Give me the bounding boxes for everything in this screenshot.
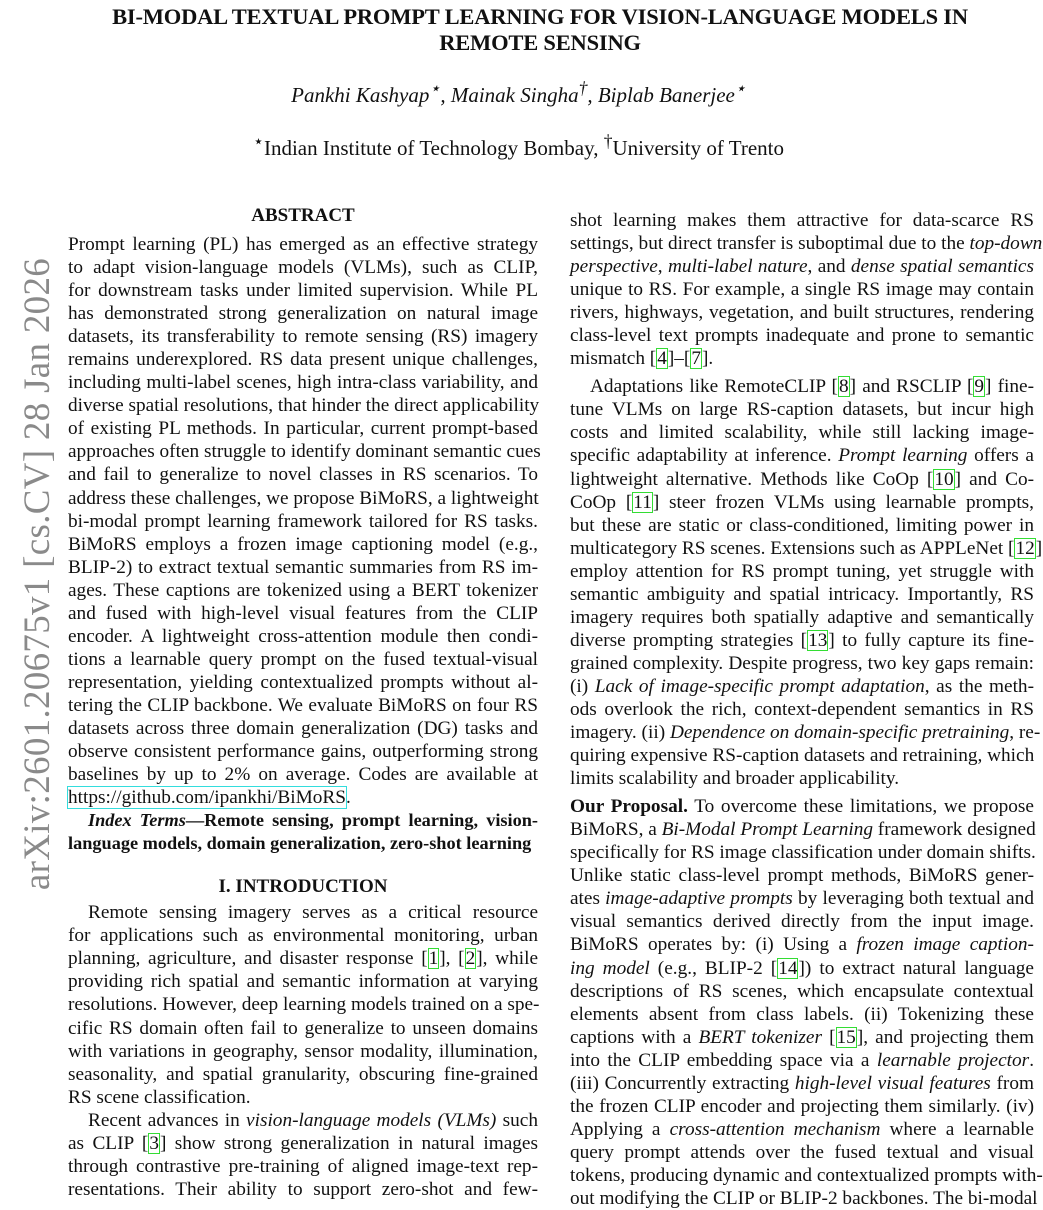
author-list: Pankhi Kashyap⋆, Mainak Singha†, Biplab Banerjee⋆ [291, 78, 746, 107]
text-line: ages. These captions are tokenized using a BERT tokenizer [68, 579, 538, 601]
text-line: (iii) Concurrently extracting high-level visual features from [570, 1072, 1034, 1094]
text-line: Applying a cross-attention mechanism where a learnable [570, 1118, 1034, 1140]
text-line: BiMoRS employs a frozen image captioning model (e.g., [68, 533, 538, 555]
author-mark: † [578, 78, 588, 98]
text-line: imagery. (ii) Dependence on domain-specific pretraining, re- [570, 722, 1041, 744]
text-line: address these challenges, we propose BiMoRS, a lightweight [68, 487, 539, 509]
text-line: Unlike static class-level prompt methods, BiMoRS gener- [570, 865, 1034, 887]
arxiv-stamp: arXiv:2601.20675v1 [cs.CV] 28 Jan 2026 [17, 257, 58, 891]
text-line: rivers, highways, vegetation, and built structures, rendering [570, 302, 1034, 324]
text-line: RS scene classification. [68, 1086, 251, 1108]
text-line [68, 786, 538, 809]
text-line: approaches often struggle to identify dominant semantic cues [68, 441, 541, 463]
text-line: cific RS domain often fail to generalize to unseen domains [68, 1017, 538, 1039]
text-line: ods overlook the rich, context-dependent semantics in RS [570, 698, 1034, 720]
punctuation: . [346, 787, 351, 809]
abstract-heading: ABSTRACT [251, 205, 355, 226]
text-line: has demonstrated strong generalization on natural image [68, 303, 538, 325]
text-line: providing rich spatial and semantic information at varying [68, 971, 538, 993]
text-line: (i) Lack of image-specific prompt adaptation, as the meth- [570, 675, 1034, 697]
text-line: datasets across three domain generalization (DG) tasks and [68, 717, 538, 739]
text-line: quiring expensive RS-caption datasets and retraining, which [570, 745, 1035, 767]
text-line: Our Proposal. To overcome these limitations, we propose [570, 796, 1034, 818]
intro-paragraph-2-continued [570, 209, 1043, 370]
affiliation-name: University of Trento [612, 136, 784, 160]
text-line: the frozen CLIP encoder and projecting them similarly. (iv) [570, 1095, 1034, 1117]
citation-link[interactable]: 15 [836, 1026, 856, 1048]
text-line: to adapt vision-language models (VLMs), such as CLIP, [68, 257, 538, 279]
proposal-label: Our Proposal. [570, 796, 688, 818]
text-line: through contrastive pre-training of aligned image-text rep- [68, 1155, 538, 1177]
text-line: captions with a BERT tokenizer [15], and projecting them [570, 1026, 1034, 1048]
text-line: Recent advances in vision-language models (VLMs) such [88, 1109, 538, 1131]
text-line: visual semantics derived directly from the input image. [570, 911, 1034, 933]
text-line: for downstream tasks under limited supervision. While PL [68, 280, 538, 302]
affiliation-name: Indian Institute of Technology Bombay [263, 136, 594, 160]
paper-title [60, 4, 1020, 56]
text-line: elements absent from class labels. (ii) Tokenizing these [570, 1003, 1034, 1025]
text-line: descriptions of RS scenes, which encapsulate contextual [570, 980, 1034, 1002]
text-line: costs and limited scalability, while still lacking image- [570, 422, 1034, 444]
text-line: ates image-adaptive prompts by leveraging both textual and [570, 888, 1035, 910]
citation-link[interactable]: 14 [778, 957, 798, 979]
left-column [68, 204, 541, 1201]
text-line: employ attention for RS prompt tuning, yet struggle with [570, 560, 1034, 582]
text-line: Adaptations like RemoteCLIP [8] and RSCLIP [9] fine- [590, 376, 1034, 398]
citation-link[interactable]: 8 [838, 376, 849, 398]
text-line: as CLIP [3] show strong generalization in natural images [68, 1132, 538, 1154]
intro-paragraph-1 [68, 901, 538, 1108]
intro-paragraph-3 [570, 375, 1043, 790]
text-line: diverse prompting strategies [13] to fully capture its fine- [570, 629, 1034, 651]
right-column [570, 209, 1043, 1210]
text-line: but these are static or class-conditioned, limiting power in [570, 514, 1034, 536]
code-link[interactable]: https://github.com/ipankhi/BiMoRS [68, 787, 346, 809]
text-line: lightweight alternative. Methods like CoOp [10] and Co- [570, 468, 1035, 490]
text-line: limits scalability and broader applicability. [570, 768, 900, 790]
citation-link[interactable]: 3 [149, 1132, 159, 1154]
affiliation-mark: † [603, 131, 613, 151]
text-line: resolutions. However, deep learning models trained on a spe- [68, 994, 540, 1016]
text-line: BiMoRS, a Bi-Modal Prompt Learning framework designed [570, 819, 1036, 841]
text-line: tune VLMs on large RS-caption datasets, but incur high [570, 399, 1034, 421]
abstract-body [68, 233, 541, 855]
index-terms-text: —Remote sensing, prompt learning, vision- [185, 810, 538, 831]
text-line: baselines by up to 2% on average. Codes are available at [68, 764, 538, 786]
text-line: with variations in geography, sensor modality, illumination, [68, 1040, 538, 1062]
text-line: resentations. Their ability to support zero-shot and few- [68, 1178, 538, 1200]
citation-link[interactable]: 10 [934, 468, 954, 490]
citation-link[interactable]: 11 [633, 491, 652, 513]
introduction-heading: I. INTRODUCTION [218, 876, 388, 898]
text-line: diverse spatial resolutions, that hinder the direct applicability [68, 395, 540, 417]
text-line: grained complexity. Despite progress, two key gaps remain: [570, 652, 1034, 674]
author-mark: ⋆ [429, 78, 441, 98]
text-line: bi-modal prompt learning framework tailored for RS tasks. [68, 510, 538, 532]
text-line: unique to RS. For example, a single RS image may contain [570, 279, 1034, 301]
text-line: semantic ambiguity and spatial intricacy. Importantly, RS [570, 583, 1034, 605]
text-line: specifically for RS image classification under domain shifts. [570, 842, 1036, 864]
citation-link[interactable]: 1 [428, 948, 439, 970]
text-line: and fail to generalize to novel classes in RS scenarios. To [68, 464, 538, 486]
text-line: out modifying the CLIP or BLIP-2 backbones. The bi-modal [570, 1187, 1038, 1209]
text-line: class-level text prompts inadequate and prone to semantic [570, 325, 1034, 347]
text-line: into the CLIP embedding space via a learnable projector. [570, 1049, 1035, 1071]
text-line: query prompt attends over the fused textual and visual [570, 1141, 1034, 1163]
our-proposal-paragraph [570, 795, 1043, 1210]
text-line: for applications such as environmental monitoring, urban [68, 925, 538, 947]
citation-link[interactable]: 7 [691, 348, 701, 370]
text-line: ing model (e.g., BLIP-2 [14]) to extract natural language [570, 957, 1034, 979]
citation-link[interactable]: 4 [657, 348, 667, 370]
text-line: shot learning makes them attractive for data-scarce RS [570, 210, 1034, 231]
text-line: observe consistent performance gains, outperforming strong [68, 741, 538, 763]
affiliations: ⋆Indian Institute of Technology Bombay, †University of Trento [253, 131, 784, 160]
text-line: planning, agriculture, and disaster response [1], [2], while [68, 948, 539, 970]
text-line: Prompt learning (PL) has emerged as an effective strategy [68, 234, 538, 255]
author-name: Mainak Singha [450, 83, 579, 107]
index-terms-line [68, 809, 538, 832]
text-line: Remote sensing imagery serves as a critical resource [88, 902, 538, 924]
text-line: encoder. A lightweight cross-attention module then condi- [68, 625, 538, 647]
citation-link[interactable]: 13 [808, 629, 828, 651]
title-line-1: BI-MODAL TEXTUAL PROMPT LEARNING FOR VISION-LANGUAGE MODELS IN [112, 4, 968, 29]
citation-link[interactable]: 2 [465, 948, 476, 970]
citation-link[interactable]: 12 [1015, 537, 1035, 559]
text-line: tokens, producing dynamic and contextualized prompts with- [570, 1164, 1043, 1186]
author-name: Biplab Banerjee [597, 83, 735, 107]
text-line: mismatch [4]–[7]. [570, 348, 714, 370]
text-line: and fused with high-level visual features from the CLIP [68, 602, 538, 624]
text-line: remains underexplored. RS data present unique challenges, [68, 349, 538, 371]
text-line: specific adaptability at inference. Prompt learning offers a [570, 445, 1034, 467]
text-line: seasonality, and spatial granularity, obscuring fine-grained [68, 1063, 538, 1085]
text-line: of existing PL methods. In particular, current prompt-based [68, 418, 538, 440]
index-terms-label: Index Terms [88, 810, 186, 831]
author-mark: ⋆ [734, 78, 746, 98]
text-line: BLIP-2) to extract textual semantic summaries from RS im- [68, 556, 538, 578]
text-line: datasets, its transferability to remote sensing (RS) imagery [68, 326, 538, 348]
affiliation-mark: ⋆ [253, 131, 264, 151]
intro-paragraph-2 [68, 1109, 538, 1201]
text-line: imagery requires both spatially adaptive and semantically [570, 606, 1034, 628]
index-terms-line: language models, domain generalization, zero-shot learning [68, 833, 532, 854]
author-name: Pankhi Kashyap [291, 83, 430, 107]
text-line: perspective, multi-label nature, and dense spatial semantics [570, 256, 1034, 278]
text-line: BiMoRS operates by: (i) Using a frozen image caption- [570, 934, 1034, 956]
text-line: tering the CLIP backbone. We evaluate BiMoRS on four RS [68, 694, 538, 716]
text-line: multicategory RS scenes. Extensions such as APPLeNet [12] [570, 537, 1043, 559]
text-line: CoOp [11] steer frozen VLMs using learnable prompts, [570, 491, 1034, 513]
title-line-2: REMOTE SENSING [439, 30, 641, 55]
text-line: representation, yielding contextualized prompts without al- [68, 671, 538, 693]
text-line: settings, but direct transfer is suboptimal due to the top-down [570, 233, 1043, 255]
citation-link[interactable]: 9 [974, 376, 985, 398]
text-line: including multi-label scenes, high intra-class variability, and [68, 372, 538, 394]
text-line: tions a learnable query prompt on the fused textual-visual [68, 648, 538, 670]
